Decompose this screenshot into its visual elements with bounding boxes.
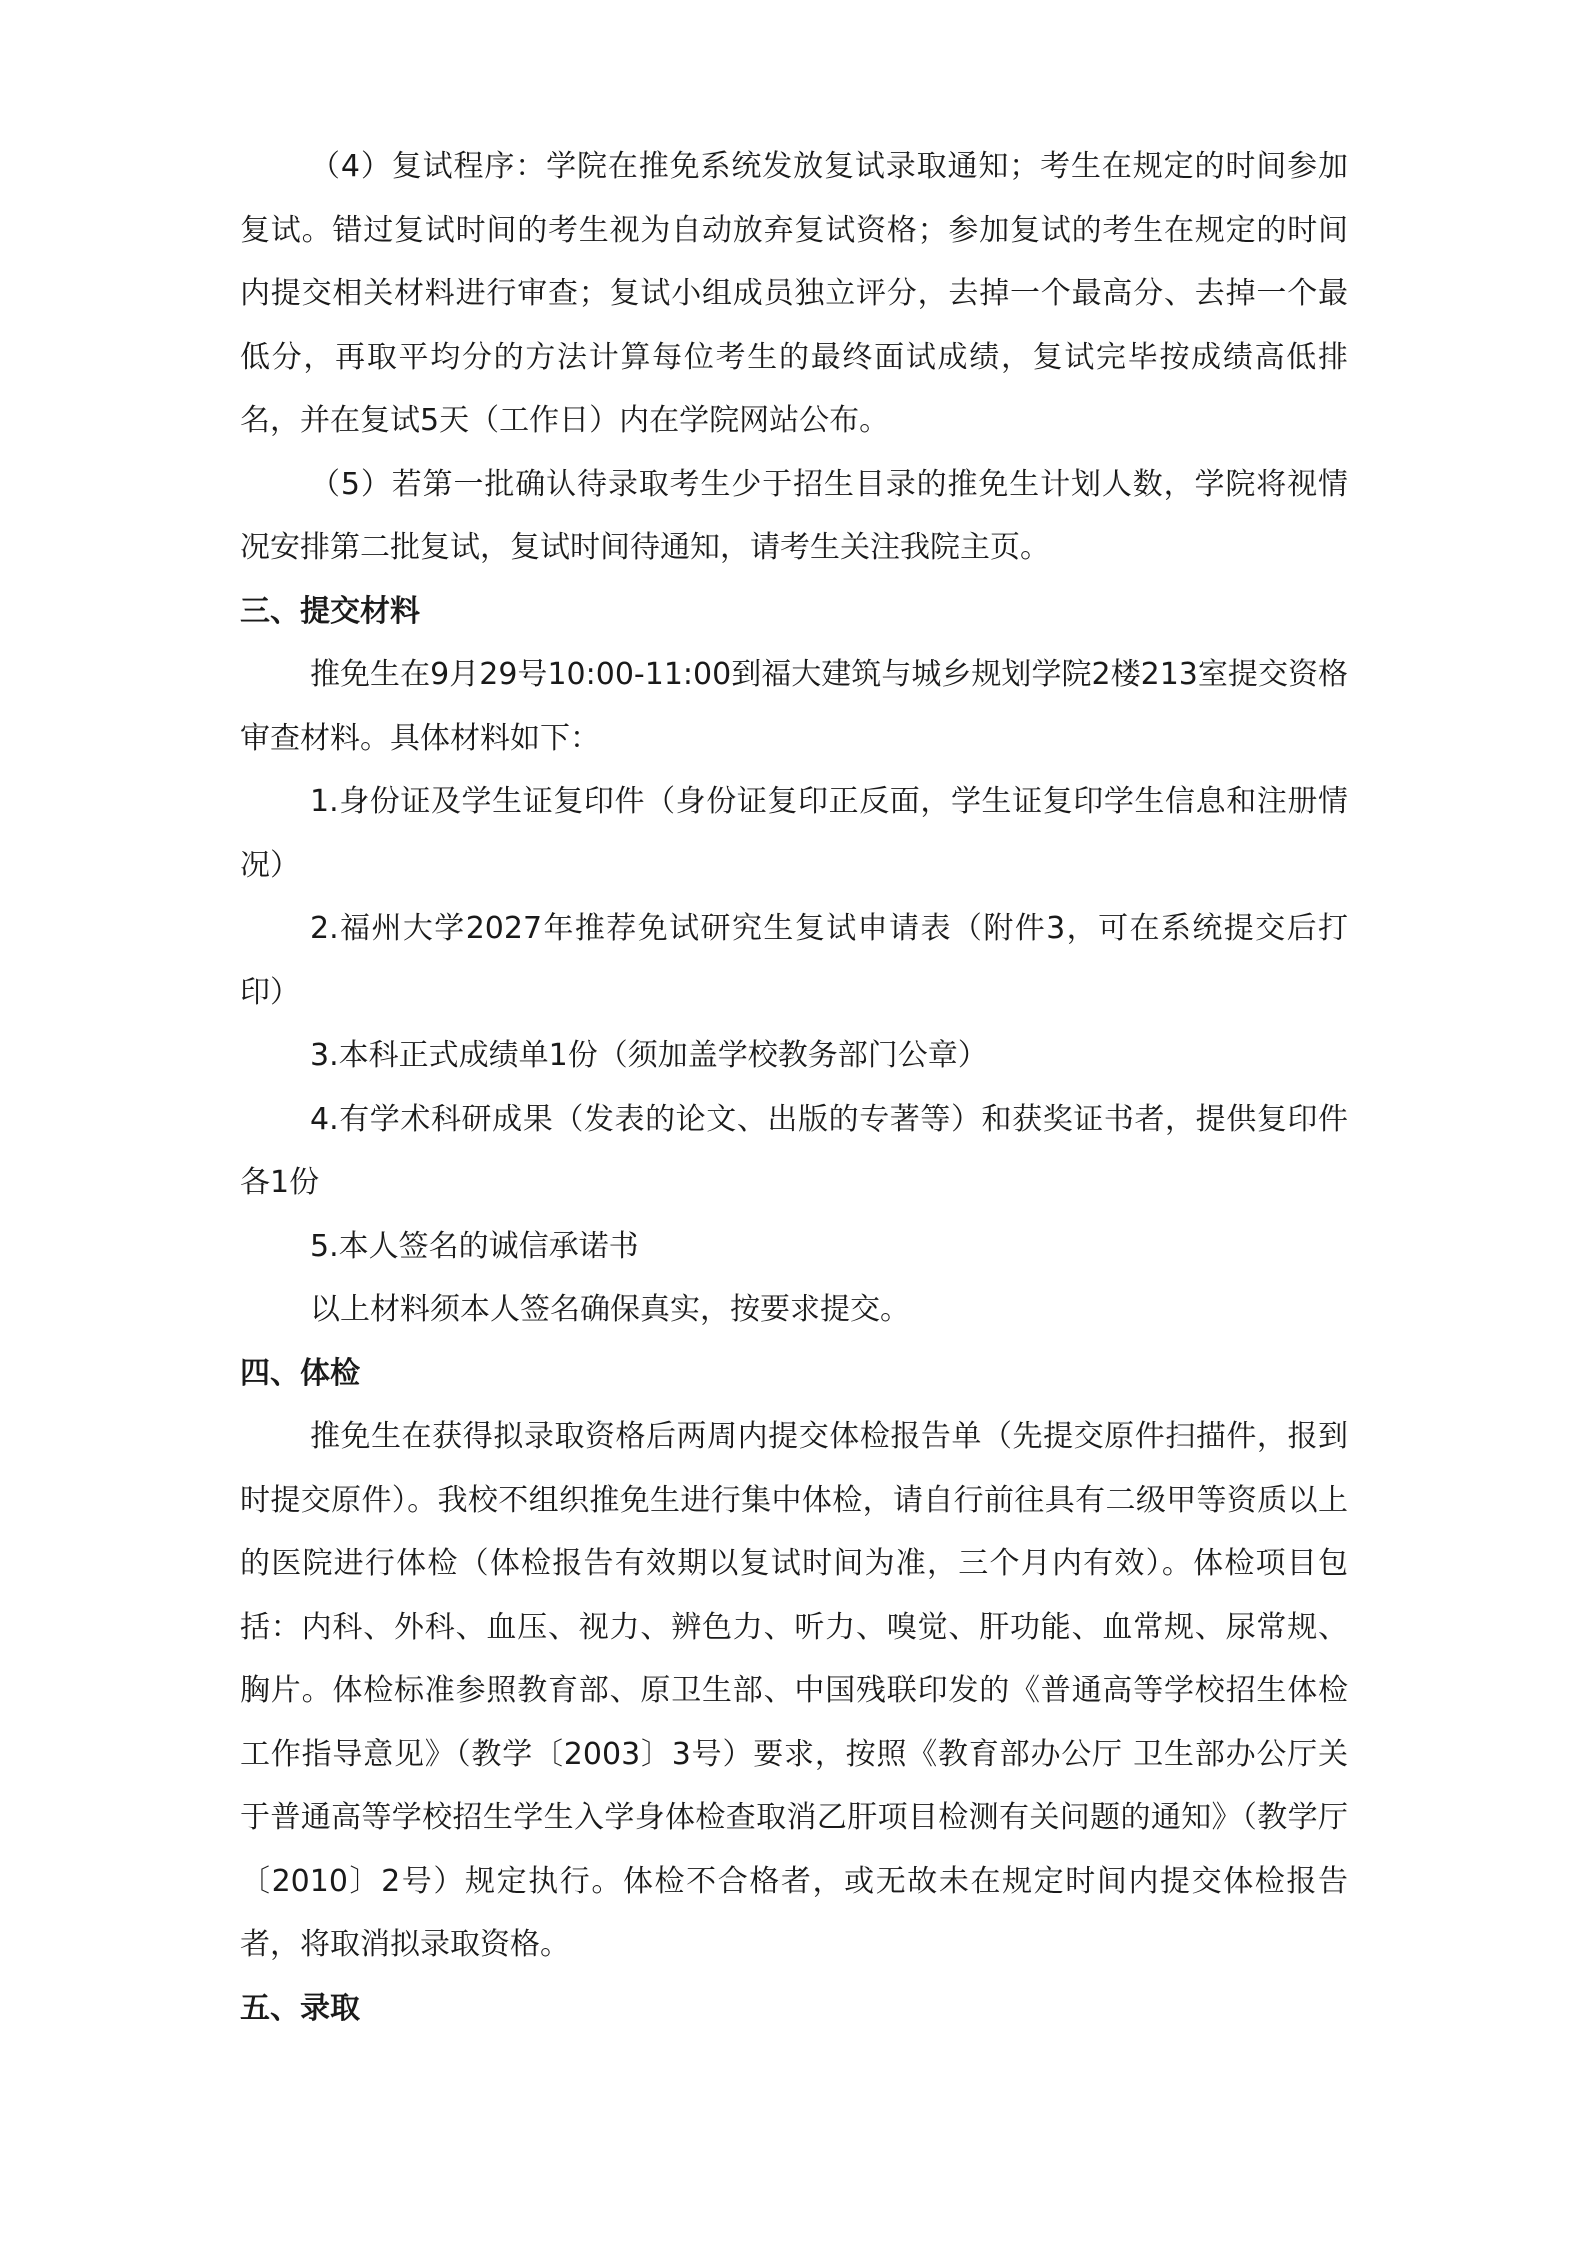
document-body (240, 135, 1348, 2040)
paragraph-second-batch: （5）若第一批确认待录取考生少于招生目录的推免生计划人数，学院将视情况安排第二批复试，复试时间待通知，请考生关注我院主页。 (240, 466, 1348, 565)
paragraph-materials-note: 以上材料须本人签名确保真实，按要求提交。 (310, 1292, 910, 1327)
paragraph-materials-intro: 推免生在9月29号10:00-11:00到福大建筑与城乡规划学院2楼213室提交资格审查材料。具体材料如下： (240, 657, 1348, 756)
list-item-material-4: 4.有学术科研成果（发表的论文、出版的专著等）和获奖证书者，提供复印件各1份 (240, 1101, 1348, 1200)
list-item-material-5: 5.本人签名的诚信承诺书 (310, 1228, 639, 1264)
list-item-material-1: 1.身份证及学生证复印件（身份证复印正反面，学生证复印学生信息和注册情况） (240, 784, 1348, 883)
paragraph-retest-procedure: （4）复试程序：学院在推免系统发放复试录取通知；考生在规定的时间参加复试。错过复试时间的考生视为自动放弃复试资格；参加复试的考生在规定的时间内提交相关材料进行审查；复试小组成员独立评分，去掉一个最高分、去掉一个最低分，再取平均分的方法计算每位考生的最终面试成绩，复试完毕按成绩高低排名，并在复试5天（工作日）内在学院网站公布。 (240, 149, 1348, 438)
list-item-material-2: 2.福州大学2027年推荐免试研究生复试申请表（附件3，可在系统提交后打印） (240, 911, 1348, 1010)
list-item-material-3: 3.本科正式成绩单1份（须加盖学校教务部门公章） (310, 1038, 988, 1073)
paragraph-physical-exam: 推免生在获得拟录取资格后两周内提交体检报告单（先提交原件扫描件，报到时提交原件）。我校不组织推免生进行集中体检，请自行前往具有二级甲等资质以上的医院进行体检（体检报告有效期以复试时间为准，三个月内有效）。体检项目包括：内科、外科、血压、视力、辨色力、听力、嗅觉、肝功能、血常规、尿常规、胸片。体检标准参照教育部、原卫生部、中国残联印发的《普通高等学校招生体检工作指导意见》（教学〔2003〕3号）要求，按照《教育部办公厅 卫生部办公厅关于普通高等学校招生学生入学身体检查取消乙肝项目检测有关问题的通知》（教学厅〔2010〕2号）规定执行。体检不合格者，或无故未在规定时间内提交体检报告者，将取消拟录取资格。 (240, 1419, 1348, 1962)
section-heading-materials: 三、提交材料 (240, 593, 420, 629)
section-heading-admission: 五、录取 (240, 1990, 360, 2026)
section-heading-physical-exam: 四、体检 (240, 1355, 360, 1391)
